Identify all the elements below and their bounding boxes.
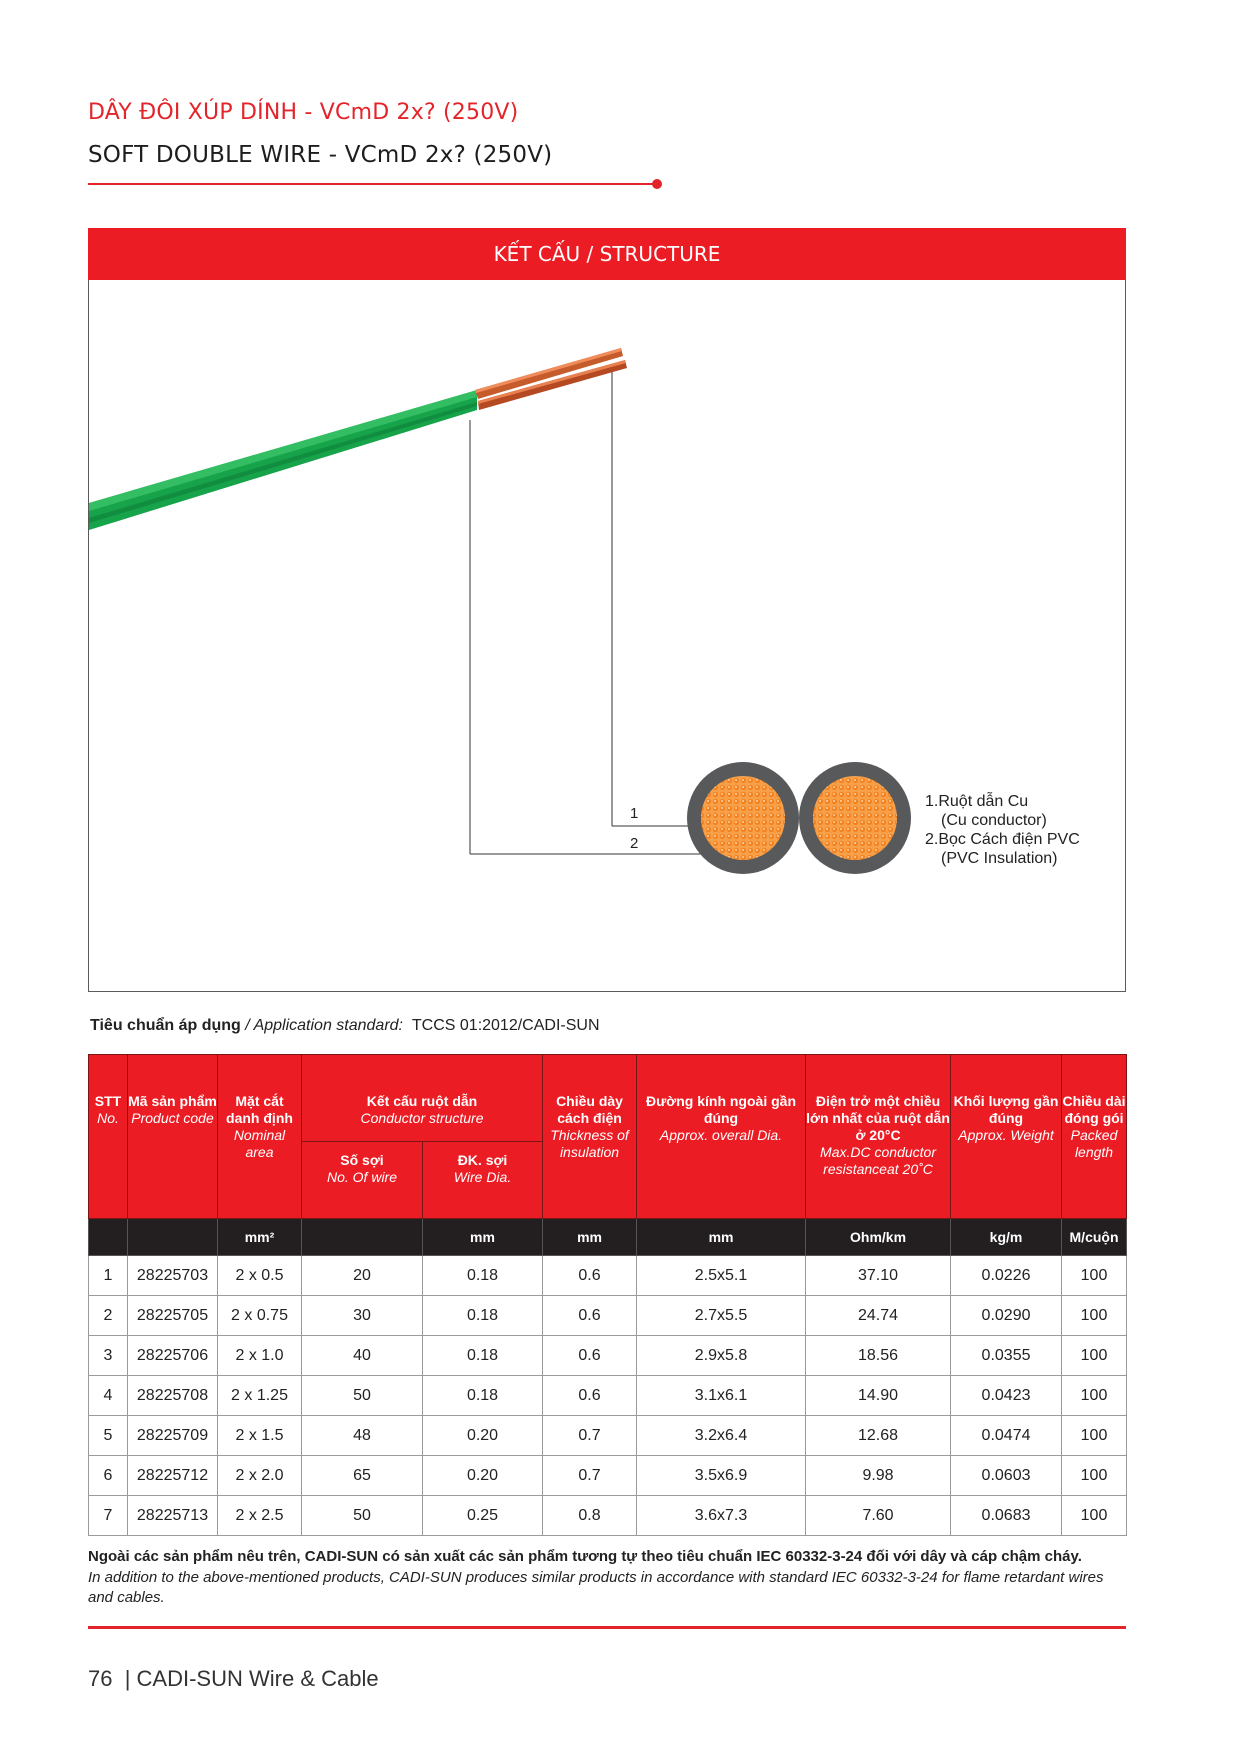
table-row bbox=[89, 1296, 1127, 1336]
leader-lines bbox=[470, 372, 739, 854]
cell-area: 2 x 1.5 bbox=[218, 1416, 302, 1456]
wire-body bbox=[89, 390, 477, 530]
structure-legend bbox=[925, 792, 1080, 868]
wire-diagram bbox=[89, 280, 1125, 990]
cell-length: 100 bbox=[1062, 1496, 1127, 1536]
unit-cell bbox=[128, 1219, 218, 1256]
cell-length: 100 bbox=[1062, 1256, 1127, 1296]
header-product-code: Mã sản phẩm Product code bbox=[128, 1055, 218, 1219]
unit-cell: mm² bbox=[218, 1219, 302, 1256]
standard-label-en: / Application standard: bbox=[240, 1017, 403, 1034]
note-english: In addition to the above-mentioned products, CADI-SUN produces similar products in accordance with standard IEC 60332-3-24 for flame retardant wires and cables. bbox=[88, 1569, 1104, 1606]
cell-res: 18.56 bbox=[806, 1336, 951, 1376]
cell-no: 1 bbox=[89, 1256, 128, 1296]
header-overall-diameter: Đường kính ngoài gần đúng Approx. overall Dia. bbox=[637, 1055, 806, 1219]
header-wire-diameter: ĐK. sợi Wire Dia. bbox=[423, 1142, 543, 1219]
cell-overall: 2.9x5.8 bbox=[637, 1336, 806, 1376]
structure-heading: KẾT CẤU / STRUCTURE bbox=[88, 228, 1126, 280]
cell-thick: 0.8 bbox=[543, 1496, 637, 1536]
unit-cell: mm bbox=[637, 1219, 806, 1256]
cell-wires: 30 bbox=[302, 1296, 423, 1336]
legend-item-2: 2.Bọc Cách điện PVC bbox=[925, 831, 1080, 848]
header-insulation-thickness: Chiều dày cách điện Thickness of insulation bbox=[543, 1055, 637, 1219]
cell-area: 2 x 1.25 bbox=[218, 1376, 302, 1416]
cell-area: 2 x 2.0 bbox=[218, 1456, 302, 1496]
cell-dia: 0.18 bbox=[423, 1296, 543, 1336]
cell-wires: 65 bbox=[302, 1456, 423, 1496]
unit-cell: Ohm/km bbox=[806, 1219, 951, 1256]
header-packed-length: Chiều dài đóng gói Packed length bbox=[1062, 1055, 1127, 1219]
cell-code: 28225709 bbox=[128, 1416, 218, 1456]
cell-thick: 0.7 bbox=[543, 1416, 637, 1456]
cell-overall: 3.2x6.4 bbox=[637, 1416, 806, 1456]
cell-thick: 0.6 bbox=[543, 1336, 637, 1376]
cell-res: 7.60 bbox=[806, 1496, 951, 1536]
cell-area: 2 x 1.0 bbox=[218, 1336, 302, 1376]
cell-dia: 0.18 bbox=[423, 1256, 543, 1296]
callout-2: 2 bbox=[630, 835, 639, 852]
unit-cell: mm bbox=[543, 1219, 637, 1256]
unit-cell: kg/m bbox=[951, 1219, 1062, 1256]
cell-area: 2 x 0.5 bbox=[218, 1256, 302, 1296]
cell-code: 28225708 bbox=[128, 1376, 218, 1416]
cross-section bbox=[687, 762, 911, 874]
cell-length: 100 bbox=[1062, 1336, 1127, 1376]
table-body bbox=[89, 1256, 1127, 1536]
cell-wires: 20 bbox=[302, 1256, 423, 1296]
legend-item-1-en: (Cu conductor) bbox=[941, 812, 1047, 829]
cell-code: 28225712 bbox=[128, 1456, 218, 1496]
cell-thick: 0.6 bbox=[543, 1376, 637, 1416]
table-row bbox=[89, 1336, 1127, 1376]
cell-overall: 2.7x5.5 bbox=[637, 1296, 806, 1336]
header-weight: Khối lượng gần đúng Approx. Weight bbox=[951, 1055, 1062, 1219]
title-underline bbox=[88, 183, 656, 185]
bottom-rule bbox=[88, 1626, 1126, 1629]
cell-weight: 0.0226 bbox=[951, 1256, 1062, 1296]
cell-weight: 0.0474 bbox=[951, 1416, 1062, 1456]
cell-no: 7 bbox=[89, 1496, 128, 1536]
cell-res: 12.68 bbox=[806, 1416, 951, 1456]
cell-weight: 0.0290 bbox=[951, 1296, 1062, 1336]
page-number: 76 bbox=[88, 1666, 113, 1691]
header-wire-count: Số sợi No. Of wire bbox=[302, 1142, 423, 1219]
cell-no: 4 bbox=[89, 1376, 128, 1416]
cell-weight: 0.0603 bbox=[951, 1456, 1062, 1496]
unit-cell: M/cuộn bbox=[1062, 1219, 1127, 1256]
cell-dia: 0.25 bbox=[423, 1496, 543, 1536]
table-row bbox=[89, 1496, 1127, 1536]
cell-wires: 40 bbox=[302, 1336, 423, 1376]
header-conductor-structure: Kết cấu ruột dẫn Conductor structure bbox=[302, 1055, 543, 1142]
cell-dia: 0.18 bbox=[423, 1336, 543, 1376]
cell-res: 14.90 bbox=[806, 1376, 951, 1416]
cell-length: 100 bbox=[1062, 1456, 1127, 1496]
title-english: SOFT DOUBLE WIRE - VCmD 2x? (250V) bbox=[88, 142, 553, 168]
cell-thick: 0.6 bbox=[543, 1296, 637, 1336]
cell-code: 28225706 bbox=[128, 1336, 218, 1376]
cell-length: 100 bbox=[1062, 1416, 1127, 1456]
legend-item-1: 1.Ruột dẫn Cu bbox=[925, 793, 1029, 810]
cell-code: 28225705 bbox=[128, 1296, 218, 1336]
table-row bbox=[89, 1256, 1127, 1296]
unit-cell bbox=[89, 1219, 128, 1256]
unit-cell: mm bbox=[423, 1219, 543, 1256]
header-nominal-area: Mặt cắt danh định Nominal area bbox=[218, 1055, 302, 1219]
cell-overall: 3.5x6.9 bbox=[637, 1456, 806, 1496]
cell-no: 5 bbox=[89, 1416, 128, 1456]
cell-weight: 0.0423 bbox=[951, 1376, 1062, 1416]
header-resistance: Điện trở một chiều lớn nhất của ruột dẫn ở 20°C Max.DC conductor resistanceat 20˚C bbox=[806, 1055, 951, 1219]
title-vietnamese: DÂY ĐÔI XÚP DÍNH - VCmD 2x? (250V) bbox=[88, 100, 519, 125]
table-row bbox=[89, 1416, 1127, 1456]
cell-no: 3 bbox=[89, 1336, 128, 1376]
cell-code: 28225713 bbox=[128, 1496, 218, 1536]
units-row bbox=[89, 1219, 1127, 1256]
standard-label-vn: Tiêu chuẩn áp dụng bbox=[90, 1017, 241, 1034]
cell-overall: 2.5x5.1 bbox=[637, 1256, 806, 1296]
title-underline-dot bbox=[652, 179, 662, 189]
cell-wires: 48 bbox=[302, 1416, 423, 1456]
application-standard bbox=[90, 1017, 600, 1035]
cell-thick: 0.7 bbox=[543, 1456, 637, 1496]
cell-code: 28225703 bbox=[128, 1256, 218, 1296]
cell-weight: 0.0355 bbox=[951, 1336, 1062, 1376]
cell-area: 2 x 0.75 bbox=[218, 1296, 302, 1336]
page-footer: 76 | CADI-SUN Wire & Cable bbox=[88, 1666, 379, 1691]
cell-res: 24.74 bbox=[806, 1296, 951, 1336]
cell-dia: 0.20 bbox=[423, 1416, 543, 1456]
cell-wires: 50 bbox=[302, 1496, 423, 1536]
unit-cell bbox=[302, 1219, 423, 1256]
cell-overall: 3.1x6.1 bbox=[637, 1376, 806, 1416]
cell-thick: 0.6 bbox=[543, 1256, 637, 1296]
cell-length: 100 bbox=[1062, 1376, 1127, 1416]
table-row bbox=[89, 1376, 1127, 1416]
copper-conductors bbox=[475, 348, 627, 410]
cell-length: 100 bbox=[1062, 1296, 1127, 1336]
cell-overall: 3.6x7.3 bbox=[637, 1496, 806, 1536]
cell-dia: 0.18 bbox=[423, 1376, 543, 1416]
cell-no: 2 bbox=[89, 1296, 128, 1336]
cell-res: 9.98 bbox=[806, 1456, 951, 1496]
header-stt: STT No. bbox=[89, 1055, 128, 1219]
cell-area: 2 x 2.5 bbox=[218, 1496, 302, 1536]
standard-value: TCCS 01:2012/CADI-SUN bbox=[411, 1017, 600, 1034]
specification-table bbox=[88, 1054, 1127, 1536]
cell-res: 37.10 bbox=[806, 1256, 951, 1296]
cell-dia: 0.20 bbox=[423, 1456, 543, 1496]
table-row bbox=[89, 1456, 1127, 1496]
legend-item-2-en: (PVC Insulation) bbox=[941, 850, 1058, 867]
note-vietnamese: Ngoài các sản phẩm nêu trên, CADI-SUN có sản xuất các sản phẩm tương tự theo tiêu chuẩn IEC 60332-3-24 đối với dây và cáp chậm cháy. bbox=[88, 1548, 1082, 1565]
cell-weight: 0.0683 bbox=[951, 1496, 1062, 1536]
cell-no: 6 bbox=[89, 1456, 128, 1496]
callout-1: 1 bbox=[630, 805, 639, 822]
cell-wires: 50 bbox=[302, 1376, 423, 1416]
footer-brand: CADI-SUN Wire & Cable bbox=[136, 1666, 379, 1691]
